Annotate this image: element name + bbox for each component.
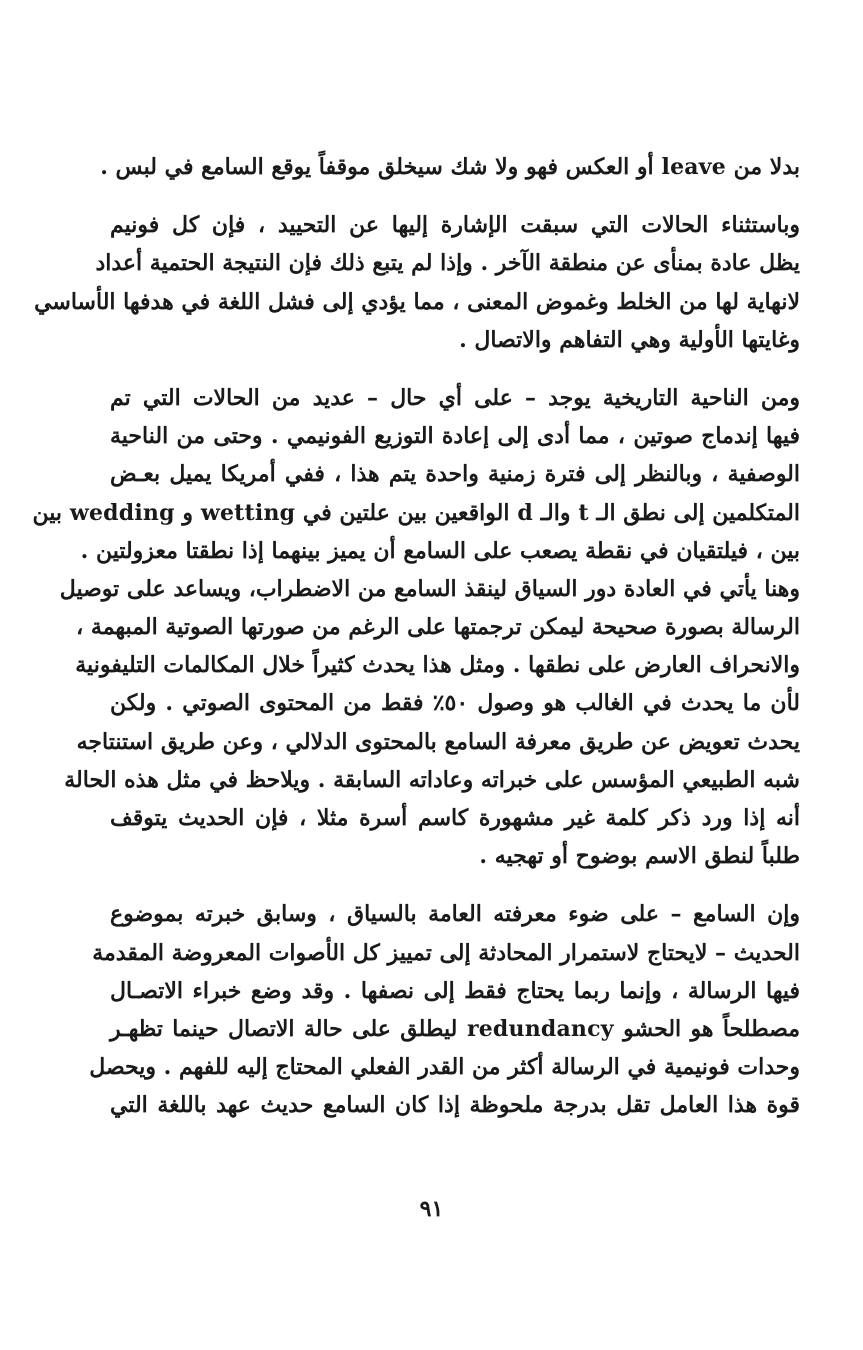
paragraph-1 <box>100 148 800 186</box>
paragraph-4 <box>89 895 800 1124</box>
text-line: الحديث – لايحتاج لاستمرار المحادثة إلى تمييز كل الأصوات المعروضة المقدمة <box>92 939 800 966</box>
text-line: المتكلمين إلى نطق الـ t والـ d الواقعين بين علتين في wetting و wedding بين <box>32 499 800 526</box>
page-number: ٩١ <box>419 1196 444 1222</box>
text-line: لانهاية لها من الخلط وغموض المعنى ، مما يؤدي إلى فشل اللغة في هدفها الأساسي <box>34 288 800 315</box>
text-line: بين ، فيلتقيان في نقطة يصعب على السامع أن يميز بينهما إذا نطقتا معزولتين . <box>80 537 800 564</box>
paragraph-3 <box>32 379 801 875</box>
text-line: ومن الناحية التاريخية يوجد – على أي حال – عديد من الحالات التي تم <box>110 384 800 411</box>
text-line: والانحراف العارض على نطقها . ومثل هذا يحدث كثيراً خلال المكالمات التليفونية <box>75 652 800 679</box>
text-line: وغايتها الأولية وهي التفاهم والاتصال . <box>459 326 800 353</box>
text-line: وإن السامع – على ضوء معرفته العامة بالسياق ، وسابق خبرته بموضوع <box>110 901 800 928</box>
text-line: وحدات فونيمية في الرسالة أكثر من القدر الفعلي المحتاج إليه للفهم . ويحصل <box>89 1054 800 1081</box>
text-line: شبه الطبيعي المؤسس على خبراته وعاداته السابقة . ويلاحظ في مثل هذه الحالة <box>64 766 800 793</box>
text-line: وباستثناء الحالات التي سبقت الإشارة إليها عن التحييد ، فإن كل فونيم <box>110 212 800 239</box>
text-line: فيها الرسالة ، وإنما ربما يحتاج فقط إلى نصفها . وقد وضع خبراء الاتصـال <box>110 977 800 1004</box>
text-line: أنه إذا ورد ذكر كلمة غير مشهورة كاسم أسرة مثلا ، فإن الحديث يتوقف <box>110 805 801 831</box>
text-line: لأن ما يحدث في الغالب هو وصول ٥٠٪ فقط من المحتوى الصوتي . ولكن <box>110 690 800 717</box>
text-line: طلباً لنطق الاسم بوضوح أو تهجيه . <box>479 843 800 870</box>
text-line: يظل عادة بمنأى عن منطقة الآخر . وإذا لم يتبع ذلك فإن النتيجة الحتمية أعداد <box>95 250 800 277</box>
text-line: يحدث تعويض عن طريق معرفة السامع بالمحتوى الدلالي ، وعن طريق استنتاجه <box>76 728 800 755</box>
text-line: وهنا يأتي في العادة دور السياق لينقذ السامع من الاضطراب، ويساعد على توصيل <box>59 575 800 602</box>
paragraph-2 <box>34 206 800 359</box>
text-line: الرسالة بصورة صحيحة ليمكن ترجمتها على الرغم من صورتها الصوتية المبهمة ، <box>76 614 800 641</box>
text-line: بدلا من leave أو العكس فهو ولا شك سيخلق موقفاً يوقع السامع في لبس . <box>100 154 800 180</box>
text-line: فيها إندماج صوتين ، مما أدى إلى إعادة التوزيع الفونيمي . وحتى من الناحية <box>110 423 800 450</box>
text-line: مصطلحاً هو الحشو redundancy ليطلق على حالة الاتصال حينما تظهـر <box>110 1015 800 1042</box>
page-body <box>32 148 801 1125</box>
text-line: الوصفية ، وبالنظر إلى فترة زمنية واحدة يتم هذا ، ففي أمريكا يميل بعـض <box>110 461 800 488</box>
text-line: قوة هذا العامل تقل بدرجة ملحوظة إذا كان السامع حديث عهد باللغة التي <box>110 1092 800 1119</box>
